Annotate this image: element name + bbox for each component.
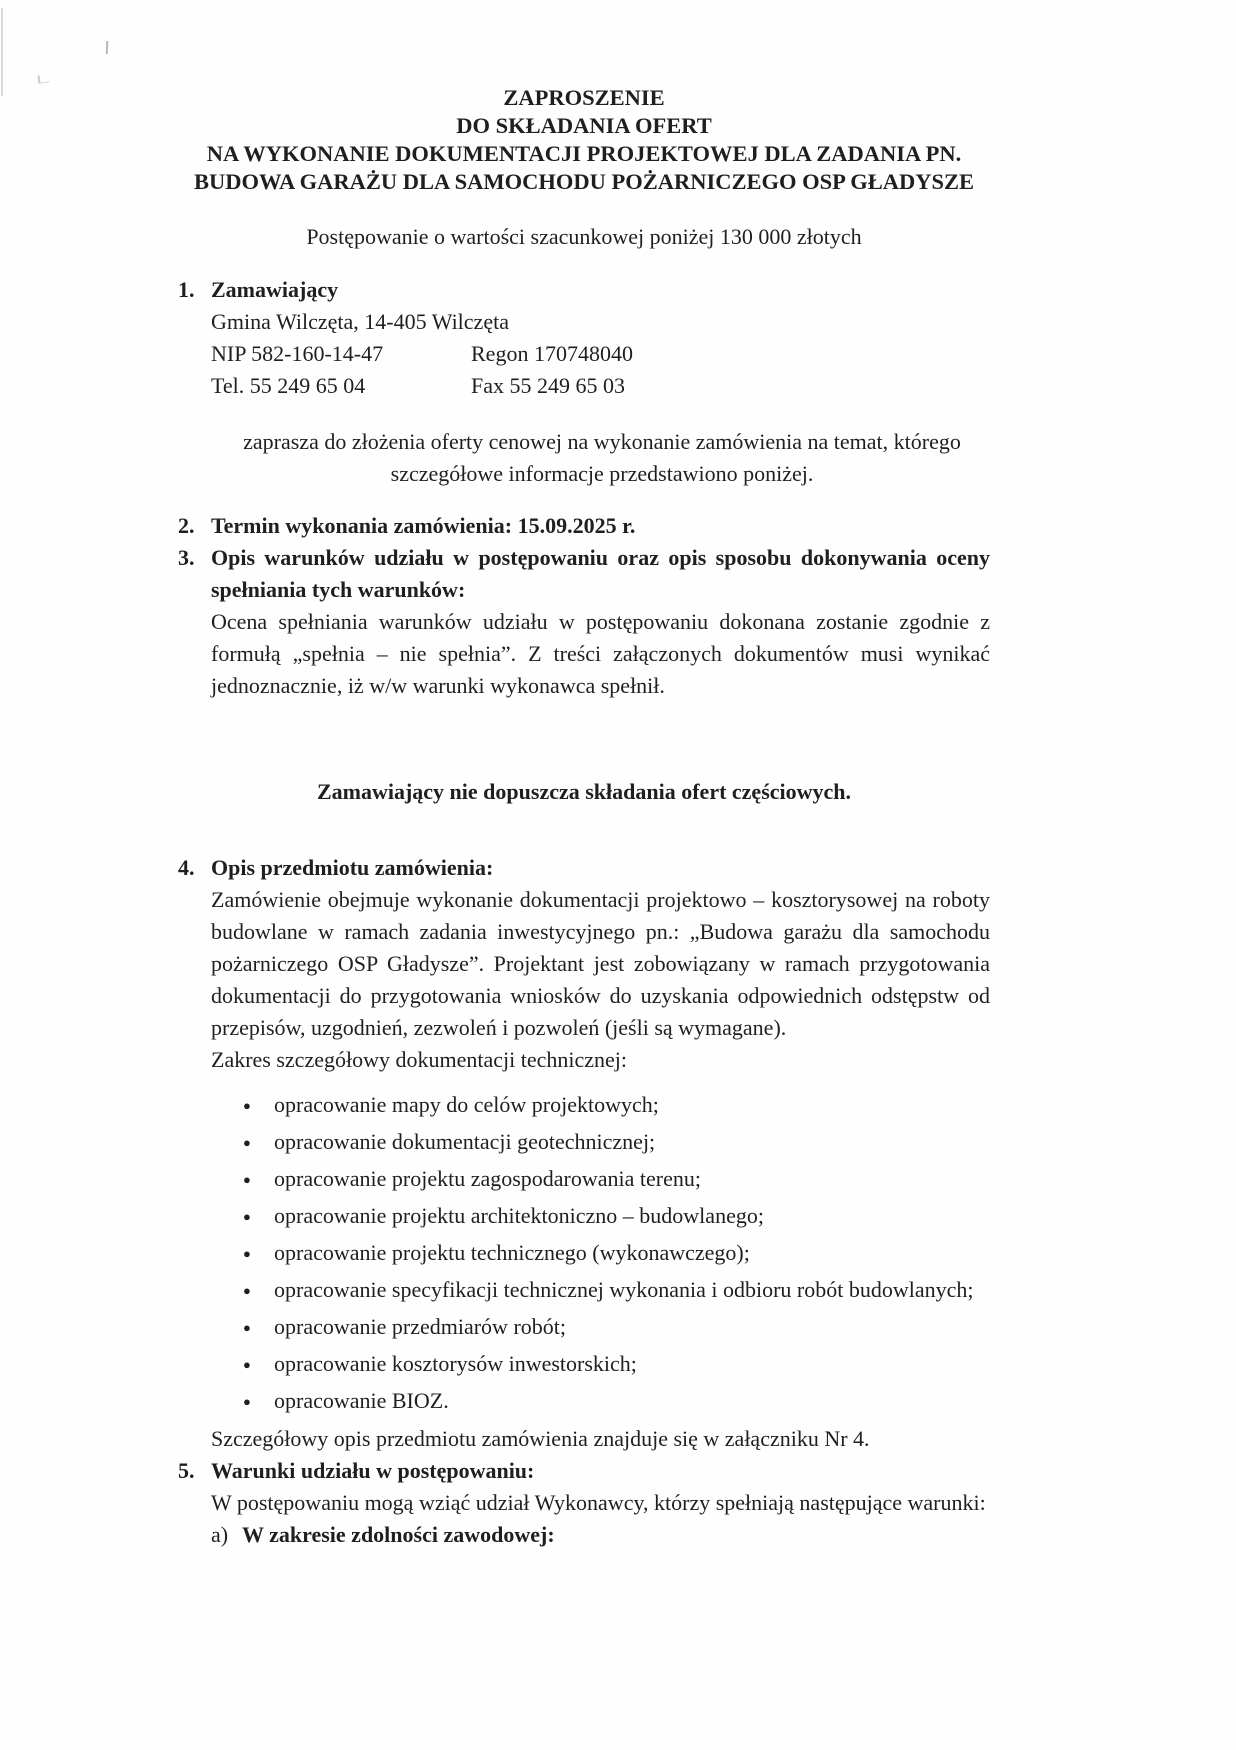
section-4-number: 4. [178,855,195,880]
document-content [178,84,990,1551]
buyer-address: Gmina Wilczęta, 14-405 Wilczęta [211,309,509,334]
section-2-title: Termin wykonania zamówienia: 15.09.2025 r. [211,513,636,538]
title-line-1: ZAPROSZENIE [503,85,665,110]
section-5-body: W postępowaniu mogą wziąć udział Wykonawcy, którzy spełniają następujące warunki: [211,1490,986,1515]
section-4-body: Zamówienie obejmuje wykonanie dokumentacji projektowo – kosztorysowej na roboty budowlane w ramach zadania inwestycyjnego pn.: „Budowa garażu dla samochodu pożarniczego OSP Gładysze”. Projektant jest zobowiązany w ramach przygotowania dokumentacji do przygotowania wniosków do uzyskania odpowiednich odstępstw od przepisów, uzgodnień, zezwoleń i pozwoleń (jeśli są wymagane). [211,887,990,1040]
document-title [142,84,1026,196]
list-item: ● opracowanie projektu technicznego (wykonawczego); [243,1238,990,1268]
list-item: ● opracowanie projektu architektoniczno – budowlanego; [243,1201,990,1231]
section-1-title: Zamawiający [211,277,339,302]
title-line-3: NA WYKONANIE DOKUMENTACJI PROJEKTOWEJ DLA ZADANIA PN. [206,141,962,166]
section-2-number: 2. [178,513,195,538]
list-item: ● opracowanie dokumentacji geotechnicznej; [243,1127,990,1157]
section-3-title: Opis warunków udziału w postępowaniu oraz opis sposobu dokonywania oceny spełniania tych warunków: [211,545,990,602]
section-1-number: 1. [178,277,195,302]
estimated-value-subtitle: Postępowanie o wartości szacunkowej poniżej 130 000 złotych [306,224,862,249]
scope-intro: Zakres szczegółowy dokumentacji technicznej: [211,1047,627,1072]
list-item: ● opracowanie projektu zagospodarowania terenu; [243,1164,990,1194]
list-item: ● opracowanie mapy do celów projektowych; [243,1090,990,1120]
section-1-zamawiajacy [178,274,990,402]
invitation-line-2: szczegółowe informacje przedstawiono poniżej. [390,461,814,486]
section-4-przedmiot [178,852,990,1455]
section-5-title: Warunki udziału w postępowaniu: [211,1458,535,1483]
section-3-body: Ocena spełniania warunków udziału w postępowaniu dokonana zostanie zgodnie z formułą „spełnia – nie spełnia”. Z treści załączonych dokumentów musi wynikać jednoznacznie, iż w/w warunki wykonawca spełnił. [211,609,990,698]
section-5-warunki-udzialu [178,1455,990,1551]
invitation-paragraph [178,426,990,490]
list-item: ● opracowanie kosztorysów inwestorskich; [243,1349,990,1379]
buyer-regon: Regon 170748040 [471,341,633,366]
list-item: ● opracowanie przedmiarów robót; [243,1312,990,1342]
buyer-nip: NIP 582-160-14-47 [211,341,384,366]
section-2-termin [178,510,990,542]
documentation-scope-list [211,1090,990,1416]
sub-item-a-title: W zakresie zdolności zawodowej: [242,1522,555,1547]
scan-artifact [37,74,49,83]
list-item: ● opracowanie specyfikacji technicznej wykonania i odbioru robót budowlanych; [243,1275,990,1305]
partial-offers-notice: Zamawiający nie dopuszcza składania ofert częściowych. [316,779,852,804]
list-item: ● opracowanie BIOZ. [243,1386,990,1416]
section-3-number: 3. [178,545,195,570]
title-line-2: DO SKŁADANIA OFERT [456,113,712,138]
section-5-number: 5. [178,1458,195,1483]
buyer-contact-row [211,370,990,402]
section-3-warunki-oceny [178,542,990,702]
buyer-phone: Tel. 55 249 65 04 [211,373,366,398]
sub-item-a-label: a) [211,1522,229,1547]
title-line-4: BUDOWA GARAŻU DLA SAMOCHODU POŻARNICZEGO OSP GŁADYSZE [193,169,975,194]
buyer-fax: Fax 55 249 65 03 [471,373,625,398]
invitation-line-1: zaprasza do złożenia oferty cenowej na wykonanie zamówienia na temat, którego [243,429,961,454]
scan-artifact [1,8,3,96]
scan-artifact [106,41,108,54]
buyer-ids-row [211,338,990,370]
section-4-title: Opis przedmiotu zamówienia: [211,855,494,880]
section-4-closing: Szczegółowy opis przedmiotu zamówienia znajduje się w załączniku Nr 4. [211,1426,870,1451]
sub-item-a [211,1519,990,1551]
